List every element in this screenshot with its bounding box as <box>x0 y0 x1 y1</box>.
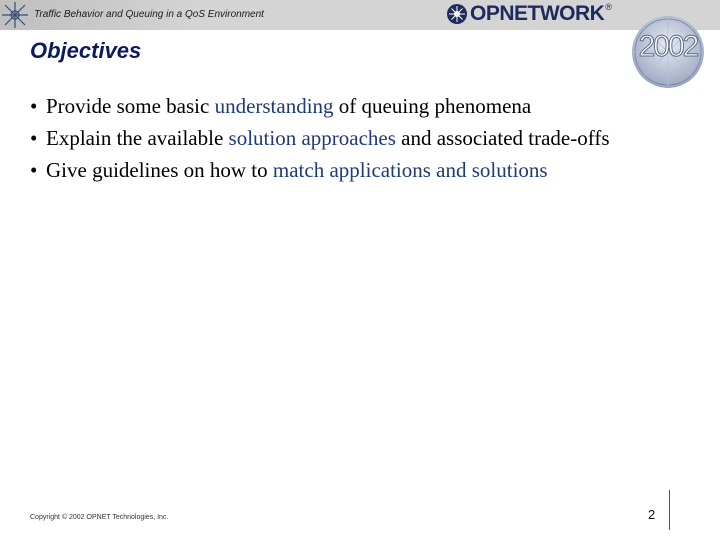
event-year: 2002 <box>638 30 698 63</box>
page-number: 2 <box>648 507 656 522</box>
copyright-notice: Copyright © 2002 OPNET Technologies, Inc. <box>30 514 169 521</box>
bullet-item: • Provide some basic understanding of queuing phenomena <box>30 94 532 118</box>
opnet-sunburst-icon <box>446 3 468 25</box>
bullet-list <box>30 94 630 190</box>
opnetwork-logo <box>446 2 612 26</box>
brand-trademark: ® <box>605 2 612 12</box>
bullet-marker: • <box>30 126 38 150</box>
footer-divider <box>669 490 670 530</box>
bullet-marker: • <box>30 158 38 182</box>
slide-title: Objectives <box>30 38 142 63</box>
bullet-item: • Explain the available solution approaches and associated trade-offs <box>30 126 610 150</box>
starburst-icon <box>0 0 30 30</box>
bullet-marker: • <box>30 94 38 118</box>
highlight-term: solution approaches <box>228 126 396 150</box>
highlight-term: understanding <box>214 94 334 118</box>
bullet-item: • Give guidelines on how to match applications and solutions <box>30 158 548 182</box>
presentation-title: Traffic Behavior and Queuing in a QoS Environment <box>34 9 264 20</box>
highlight-term: match applications and solutions <box>272 158 548 182</box>
brand-name: OPNETWORK <box>470 2 605 25</box>
